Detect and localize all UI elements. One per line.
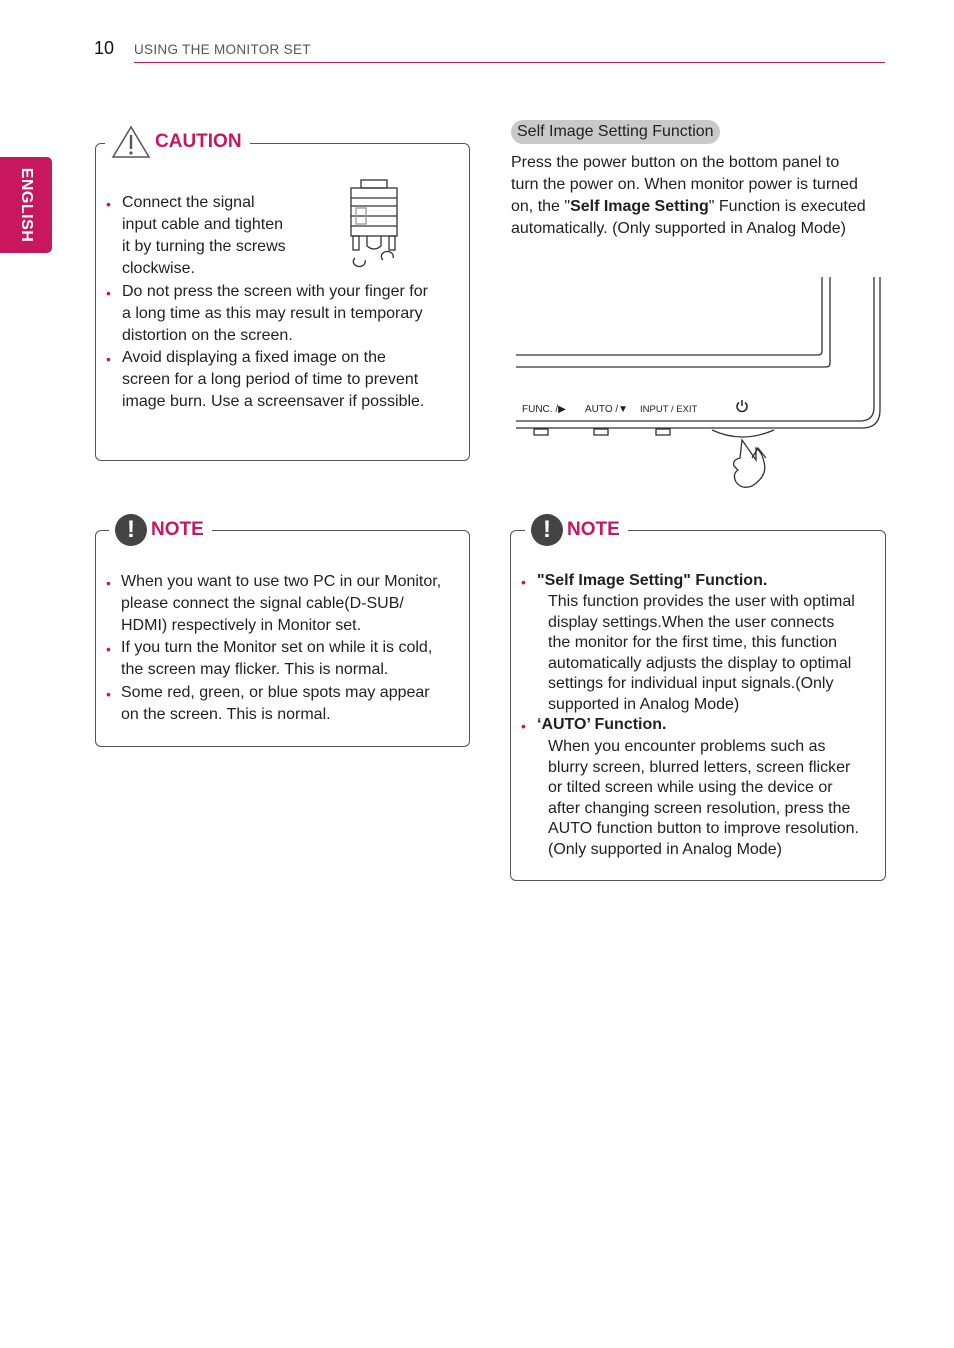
power-icon: [735, 399, 749, 413]
note-line: automatically adjusts the display to optimal: [548, 654, 852, 672]
caution-line: Do not press the screen with your finger for: [122, 283, 428, 300]
note-line: If you turn the Monitor set on while it is cold,: [121, 639, 433, 656]
note-line: the monitor for the first time, this function: [548, 634, 838, 651]
language-tab: [0, 157, 52, 253]
note-line: When you encounter problems such as: [548, 738, 826, 755]
note-line: AUTO function button to improve resolution.: [548, 820, 859, 837]
exclamation-circle-icon: !: [115, 514, 147, 546]
note-label: NOTE: [151, 519, 204, 540]
note-line: When you want to use two PC in our Monitor,: [121, 573, 442, 590]
body-line: turn the power on. When monitor power is turned: [511, 176, 858, 193]
caution-line: a long time as this may result in temporary: [122, 305, 423, 322]
caution-title: [105, 124, 250, 160]
note-item-heading: ‘AUTO’ Function.: [537, 716, 667, 733]
note-title-right: [525, 513, 628, 547]
note-line: after changing screen resolution, press the: [548, 799, 851, 817]
note-line: Some red, green, or blue spots may appear: [121, 684, 430, 701]
note-line: display settings.When the user connects: [548, 613, 835, 631]
auto-button-label: AUTO /▼: [585, 404, 629, 415]
func-button-label: FUNC. /▶: [522, 404, 566, 415]
caution-line: Connect the signal: [122, 194, 255, 211]
note-line: on the screen. This is normal.: [121, 706, 331, 723]
note-label: NOTE: [567, 519, 620, 540]
caution-line: image burn. Use a screensaver if possible.: [122, 393, 425, 410]
note-line: or tilted screen while using the device or: [548, 779, 833, 796]
bullet: •: [106, 575, 111, 591]
section-title: USING THE MONITOR SET: [134, 42, 311, 57]
note-line: supported in Analog Mode): [548, 695, 740, 713]
bullet: •: [521, 574, 526, 590]
monitor-outline: [510, 275, 885, 500]
note-line: This function provides the user with optimal: [548, 593, 855, 610]
bullet: •: [106, 686, 111, 702]
body-line: automatically. (Only supported in Analog Mode): [511, 220, 846, 237]
note-line: the screen may flicker. This is normal.: [121, 661, 389, 678]
text: on, the ": [511, 198, 571, 215]
input-exit-button-label: INPUT / EXIT: [640, 404, 698, 415]
caution-line: clockwise.: [122, 260, 195, 277]
section-heading-pill: Self Image Setting Function: [511, 120, 720, 144]
bullet: •: [106, 351, 111, 367]
language-tab-label: ENGLISH: [18, 167, 35, 243]
note-line: (Only supported in Analog Mode): [548, 840, 782, 858]
body-line: Press the power button on the bottom panel to: [511, 154, 840, 171]
note-title-left: [109, 513, 212, 547]
d-sub-connector-illustration: [343, 178, 405, 270]
page-number: 10: [94, 38, 115, 58]
note-line: HDMI) respectively in Monitor set.: [121, 617, 362, 634]
bullet: •: [106, 285, 111, 301]
monitor-power-button-diagram: [510, 275, 885, 500]
caution-line: distortion on the screen.: [122, 327, 293, 344]
note-line: please connect the signal cable(D-SUB/: [121, 595, 404, 612]
bold-term: Self Image Setting: [570, 198, 709, 215]
bullet: •: [521, 718, 526, 734]
bullet: •: [106, 641, 111, 657]
caution-line: Avoid displaying a fixed image on the: [122, 349, 386, 366]
exclamation-circle-icon: !: [531, 514, 563, 546]
text: " Function is executed: [708, 198, 866, 215]
note-line: settings for individual input signals.(Only: [548, 675, 834, 692]
note-line: blurry screen, blurred letters, screen flicker: [548, 758, 851, 776]
caution-label: CAUTION: [155, 131, 242, 152]
body-line: [511, 196, 866, 218]
note-item-heading: "Self Image Setting" Function.: [537, 572, 768, 589]
header-divider: [134, 62, 885, 63]
caution-line: input cable and tighten: [122, 216, 284, 233]
caution-line: screen for a long period of time to prevent: [122, 371, 419, 388]
caution-line: it by turning the screws: [122, 238, 286, 255]
warning-triangle-icon: [111, 125, 151, 159]
bullet: •: [106, 196, 111, 212]
